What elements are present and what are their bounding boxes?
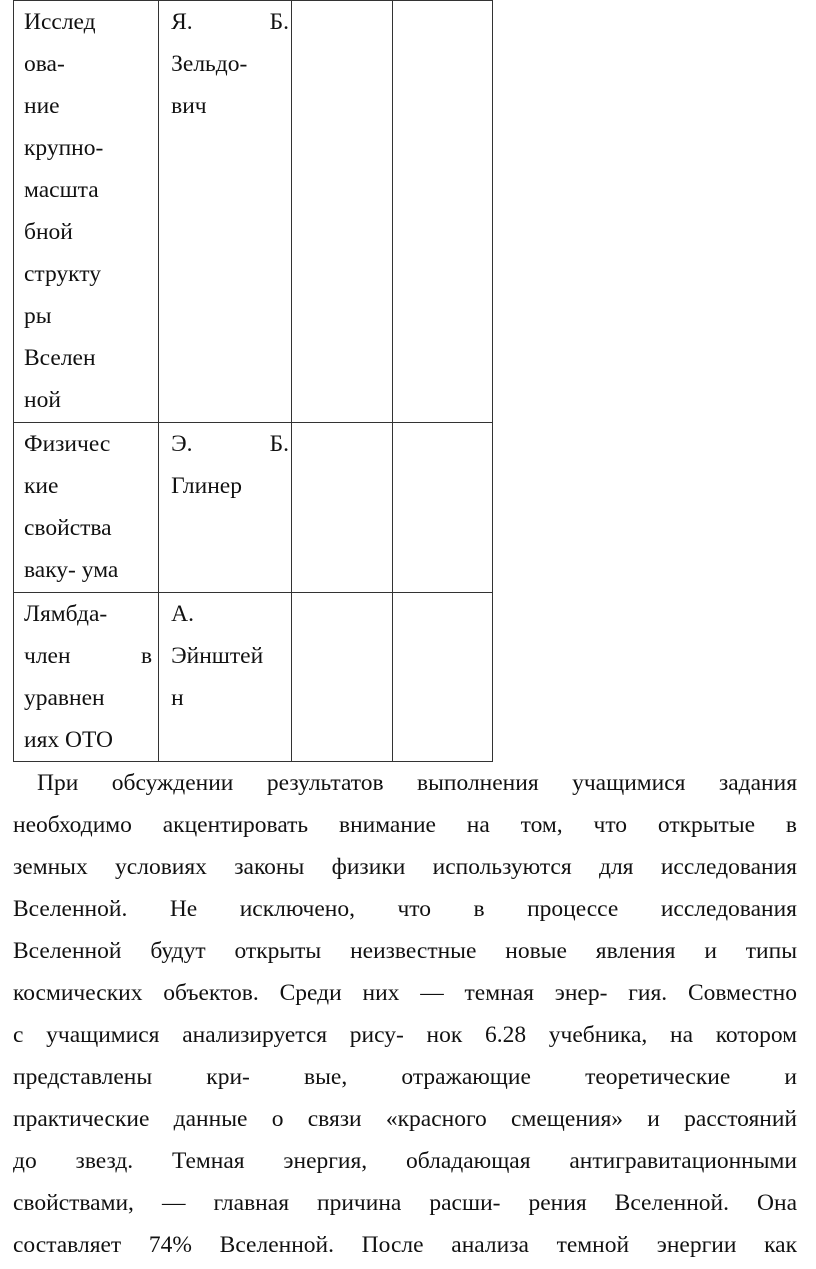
topic-cell xyxy=(14,1,159,423)
empty-cell xyxy=(292,423,392,593)
table-row xyxy=(14,1,493,423)
scientist-initial: Б. xyxy=(269,9,290,35)
table xyxy=(13,0,493,762)
paragraph-line: составляет 74% Вселенной. После анализа темной энергии как xyxy=(13,1232,797,1258)
paragraph-line: земных условиях законы физики используются для исследования xyxy=(13,854,797,880)
topic-line: Исслед xyxy=(24,9,96,35)
topic-line: иях ОТО xyxy=(24,727,113,753)
paragraph-line: Вселенной. Не исключено, что в процессе исследования xyxy=(13,896,797,922)
scientist-line: Глинер xyxy=(171,473,242,499)
topic-word: член xyxy=(24,643,71,669)
paragraph-line: до звезд. Темная энергия, обладающая антигравитационными xyxy=(13,1148,797,1174)
topic-line: Физичес xyxy=(24,431,111,457)
scientist-initial: Б. xyxy=(269,431,290,457)
paragraph-line: необходимо акцентировать внимание на том, что открытые в xyxy=(13,812,797,838)
paragraph-line: При обсуждении результатов выполнения учащимися задания xyxy=(37,770,797,796)
empty-cell xyxy=(392,593,493,762)
topic-cell xyxy=(14,423,159,593)
scientist-line xyxy=(171,1,289,43)
scientist-line: вич xyxy=(171,93,207,119)
topic-cell xyxy=(14,593,159,762)
empty-cell xyxy=(292,593,392,762)
topic-line: свойства xyxy=(24,515,112,541)
topic-line: масшта xyxy=(24,177,99,203)
paragraph-line: практические данные о связи «красного смещения» и расстояний xyxy=(13,1106,797,1132)
scientist-line: Зельдо- xyxy=(171,51,248,77)
topic-line: бной xyxy=(24,219,73,245)
empty-cell xyxy=(392,423,493,593)
paragraph-line: космических объектов. Среди них — темная энер- гия. Совместно xyxy=(13,980,797,1006)
scientists-table xyxy=(13,0,493,762)
empty-cell xyxy=(392,1,493,423)
topic-line: ние xyxy=(24,93,60,119)
topic-line: структу xyxy=(24,261,101,287)
scientist-line: Эйнштей xyxy=(171,643,264,669)
scientist-cell xyxy=(159,423,292,593)
topic-word: в xyxy=(141,643,153,669)
scientist-line: н xyxy=(171,685,184,711)
topic-line xyxy=(24,635,158,677)
empty-cell xyxy=(292,1,392,423)
scientist-cell xyxy=(159,1,292,423)
topic-line: кие xyxy=(24,473,59,499)
scientist-initial: Э. xyxy=(171,431,193,457)
paragraph-line: свойствами, — главная причина расши- рения Вселенной. Она xyxy=(13,1190,797,1216)
topic-line: ной xyxy=(24,387,61,413)
topic-line: Лямбда- xyxy=(24,601,108,627)
topic-line: Вселен xyxy=(24,345,96,371)
table-row xyxy=(14,423,493,593)
scientist-cell xyxy=(159,593,292,762)
topic-line: ваку- ума xyxy=(24,557,119,583)
topic-line: уравнен xyxy=(24,685,105,711)
scientist-line: А. xyxy=(171,601,194,627)
topic-line: крупно- xyxy=(24,135,104,161)
scientist-line xyxy=(171,423,289,465)
topic-line: ова- xyxy=(24,51,65,77)
paragraph-line: представлены кри- вые, отражающие теоретические и xyxy=(13,1064,797,1090)
body-paragraph xyxy=(13,762,797,1266)
table-row xyxy=(14,593,493,762)
paragraph-line: Вселенной будут открыты неизвестные новые явления и типы xyxy=(13,938,797,964)
topic-line: ры xyxy=(24,303,52,329)
paragraph-line: с учащимися анализируется рису- нок 6.28 учебника, на котором xyxy=(13,1022,797,1048)
scientist-initial: Я. xyxy=(171,9,193,35)
